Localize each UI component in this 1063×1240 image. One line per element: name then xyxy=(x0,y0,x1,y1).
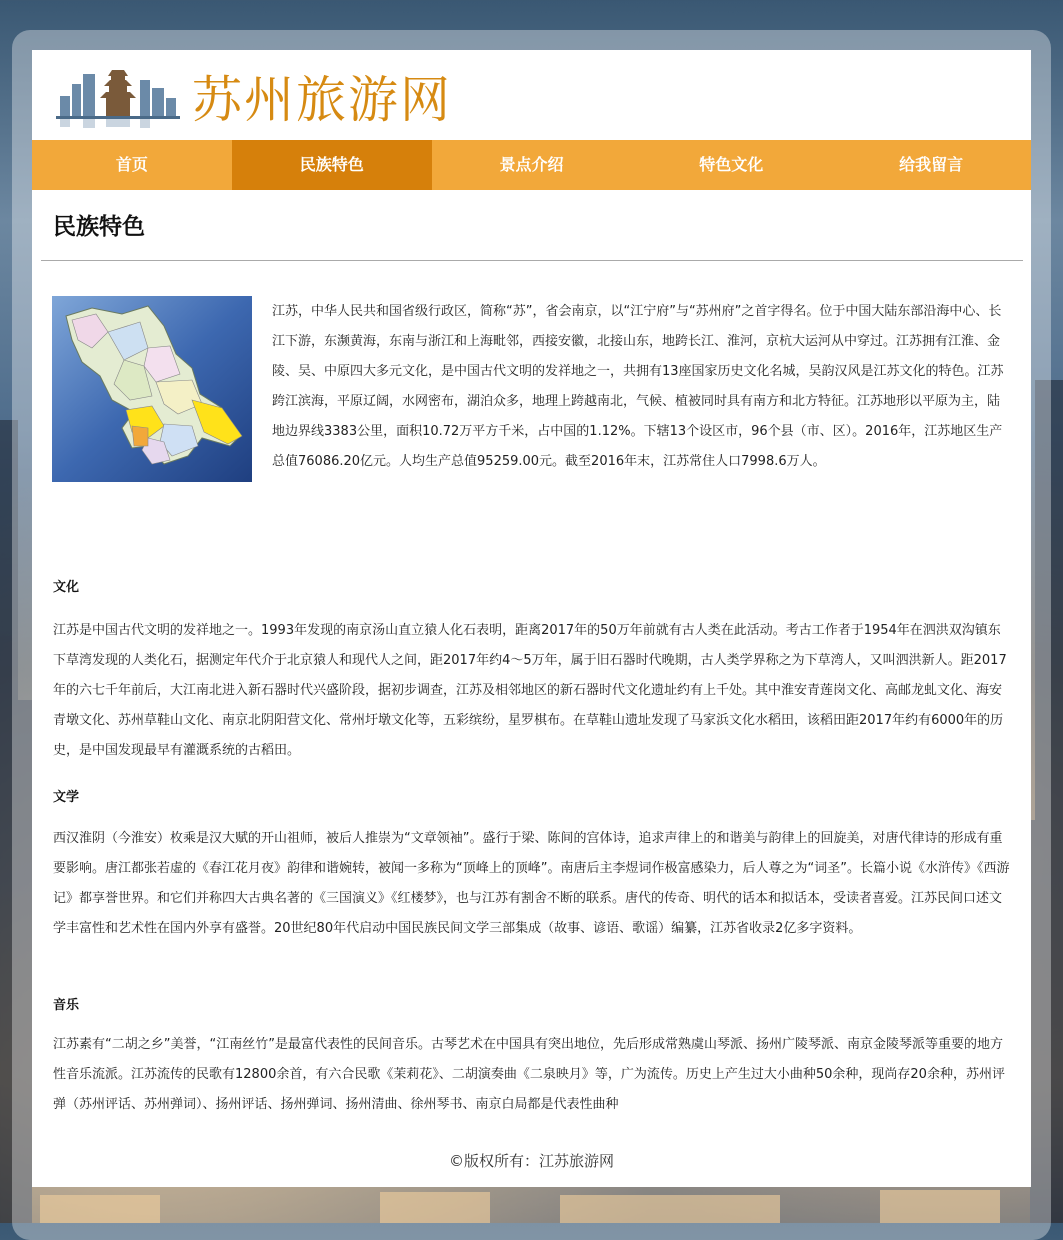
page-container xyxy=(32,50,1031,1187)
site-title: 苏州旅游网 xyxy=(192,71,452,129)
section-heading-literature: 文学 xyxy=(53,790,80,805)
section-text-music: 江苏素有“二胡之乡”美誉，“江南丝竹”是最富代表性的民间音乐。古琴艺术在中国具有突出地位，先后形成常熟虞山琴派、扬州广陵琴派、南京金陵琴派等重要的地方性音乐流派。江苏流传的民歌有12800余首，有六合民歌《茉莉花》、二胡演奏曲《二泉映月》等，广为流传。历史上产生过大小曲种50余种，现尚存20余种，苏州评弹（苏州评话、苏州弹词）、扬州评话、扬州弹词、扬州清曲、徐州琴书、南京白局都是代表性曲种 xyxy=(53,1037,1005,1112)
jiangsu-map-image xyxy=(52,296,252,482)
footer-copyright: ©版权所有：江苏旅游网 xyxy=(448,1152,614,1170)
intro-text: 江苏，中华人民共和国省级行政区，简称“苏”，省会南京，以“江宁府”与“苏州府”之首字得名。位于中国大陆东部沿海中心、长江下游，东濒黄海，东南与浙江和上海毗邻，西接安徽，北接山东，地跨长江、淮河，京杭大运河从中穿过。江苏拥有江淮、金陵、吴、中原四大多元文化，是中国古代文明的发祥地之一，共拥有13座国家历史文化名城，吴韵汉风是江苏文化的特色。江苏跨江滨海，平原辽阔，水网密布，湖泊众多，地理上跨越南北，气候、植被同时具有南方和北方特征。江苏地形以平原为主，陆地边界线3383公里，面积10.72万平方千米，占中国的1.12%。下辖13个设区市，96个县（市、区）。2016年，江苏地区生产总值76086.20亿元。人均生产总值95259.00元。截至2016年末，江苏常住人口7998.6万人。 xyxy=(272,304,1004,469)
section-heading-music: 音乐 xyxy=(53,998,80,1013)
nav-item-ethnic-features[interactable]: 民族特色 xyxy=(232,140,432,190)
section-text-culture: 江苏是中国古代文明的发祥地之一。1993年发现的南京汤山直立猿人化石表明，距离2017年的50万年前就有古人类在此活动。考古工作者于1954年在泗洪双沟镇东下草湾发现的人类化石，据测定年代介于北京猿人和现代人之间，距2017年约4～5万年，属于旧石器时代晚期，古人类学界称之为下草湾人，又叫泗洪新人。距2017年的六七千年前后，大江南北进入新石器时代兴盛阶段，据初步调查，江苏及相邻地区的新石器时代文化遗址约有上千处。其中淮安青莲岗文化、高邮龙虬文化、海安青墩文化、苏州草鞋山文化、南京北阴阳营文化、常州圩墩文化等，五彩缤纷，星罗棋布。在草鞋山遗址发现了马家浜文化水稻田，该稻田距2017年约有6000年的历史，是中国发现最早有灌溉系统的古稻田。 xyxy=(53,623,1007,758)
page-title: 民族特色 xyxy=(53,214,145,240)
main-nav xyxy=(32,140,1031,190)
section-heading-culture: 文化 xyxy=(53,580,80,595)
nav-item-message[interactable]: 给我留言 xyxy=(899,155,964,174)
nav-item-home[interactable]: 首页 xyxy=(115,155,148,174)
skyline-logo-icon xyxy=(56,62,180,128)
header xyxy=(32,50,1031,140)
section-text-literature: 西汉淮阴（今淮安）枚乘是汉大赋的开山祖师，被后人推崇为“文章领袖”。盛行于梁、陈间的宫体诗，追求声律上的和谐美与韵律上的回旋美，对唐代律诗的形成有重要影响。唐江都张若虚的《春江花月夜》韵律和谐婉转，被闻一多称为“顶峰上的顶峰”。南唐后主李煜词作极富感染力，后人尊之为“词圣”。长篇小说《水浒传》《西游记》都享誉世界。和它们并称四大古典名著的《三国演义》《红楼梦》，也与江苏有割舍不断的联系。唐代的传奇、明代的话本和拟话本，受读者喜爱。江苏民间口述文学丰富性和艺术性在国内外享有盛誉。20世纪80年代启动中国民族民间文学三部集成（故事、谚语、歌谣）编纂，江苏省收录2亿多字资料。 xyxy=(53,831,1010,936)
nav-item-attractions[interactable]: 景点介绍 xyxy=(499,155,564,174)
nav-item-culture[interactable]: 特色文化 xyxy=(699,155,764,174)
intro-block xyxy=(32,261,1031,521)
